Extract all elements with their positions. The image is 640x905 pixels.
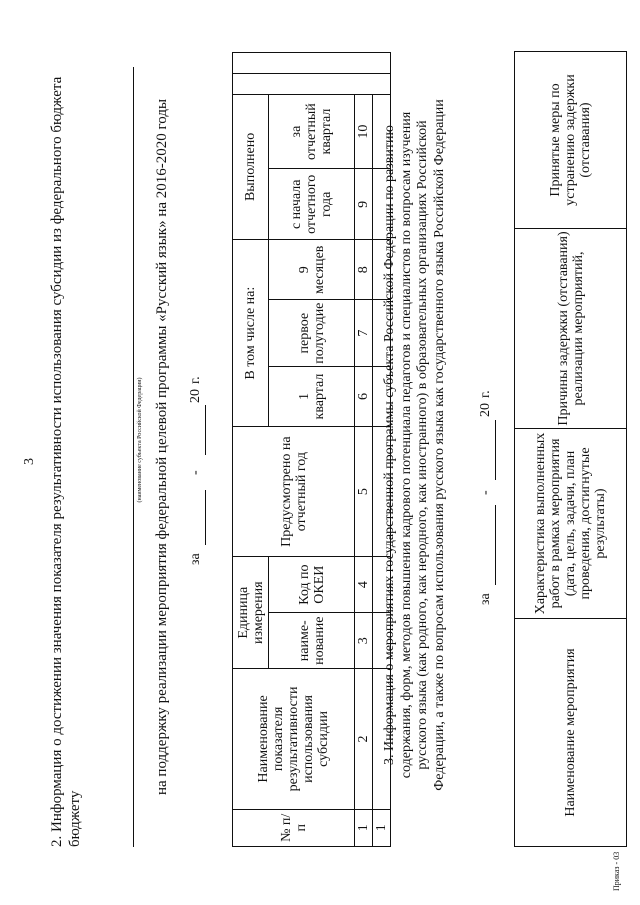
period-year: 20 — [478, 403, 493, 417]
period-blank-2 — [205, 405, 206, 455]
program-line: на поддержку реализации мероприятия федеральной целевой программы «Русский язык» на 2016-2020 годы — [154, 98, 170, 795]
header-delay-reasons: Причины задержки (отставания) реализации мероприятий, — [515, 229, 627, 429]
header-unit-name: наиме-нование — [269, 613, 355, 669]
section2-heading: 2. Информация о достижении значения показателя результативности использования субсидии из федерального бюджета бюджету — [49, 76, 83, 847]
col-number: 1 — [355, 809, 373, 846]
indicator-table — [232, 52, 391, 847]
footer-code: Приказ - 03 — [612, 851, 621, 891]
col-number: 5 — [355, 427, 373, 557]
header-planned: Предусмотрено на отчетный год — [233, 427, 355, 557]
page-number: 3 — [22, 458, 37, 465]
section3-heading: 3. Информация о мероприятиях государственной программы субъекта Российской Федерации по развитию содержания, форм, методов повышения кадрового потенциала педагогов и специалистов по вопросам изучения русского языка (как родного, как неродного, как иностранного) в образовательных организациях Российской Федерации, а также по вопросам использования русского языка как государственного языка Российской Федерации — [382, 99, 447, 791]
header-unit: Единица измерения — [233, 557, 269, 669]
header-9-months: 9 месяцев — [269, 240, 355, 300]
subject-caption: (наименование субъекта Российской Федерации) — [137, 377, 143, 503]
row-number: 1 — [373, 809, 391, 846]
period-g: г. — [188, 376, 203, 384]
header-unit-code: Код по ОКЕИ — [269, 557, 355, 613]
header-measures-taken: Принятые меры по устранению задержки (отставания) — [515, 52, 627, 229]
extra-column-2 — [233, 53, 391, 74]
period-dash: - — [478, 490, 493, 495]
period-blank-2 — [495, 420, 496, 480]
extra-column-1 — [233, 73, 391, 94]
subject-line — [133, 67, 134, 847]
period-za: за — [478, 593, 493, 605]
col-number: 6 — [355, 366, 373, 426]
header-half-year: первое полугодие — [269, 300, 355, 367]
header-q1: 1 квартал — [269, 366, 355, 426]
col-number: 7 — [355, 300, 373, 367]
period-line-3 — [478, 345, 498, 605]
period-year: 20 — [188, 389, 203, 403]
header-indicator-name: Наименование показателя результативности использования субсидии — [233, 669, 355, 809]
col-number: 2 — [355, 669, 373, 809]
header-done: Выполнено — [233, 94, 269, 239]
events-table — [514, 51, 627, 847]
col-number: 4 — [355, 557, 373, 613]
period-blank-1 — [205, 490, 206, 545]
header-event-name: Наименование мероприятия — [515, 619, 627, 847]
header-including: В том числе на: — [233, 240, 269, 427]
period-g: г. — [478, 390, 493, 398]
col-number: 3 — [355, 613, 373, 669]
col-number: 8 — [355, 240, 373, 300]
header-work-description: Характеристика выполненных работ в рамках мероприятия (дата, цель, задачи, план проведения, достигнутые результаты) — [515, 429, 627, 619]
header-quarter: за отчетный квартал — [269, 94, 355, 169]
period-dash: - — [188, 470, 203, 475]
header-since-start: с начала отчетного года — [269, 169, 355, 240]
header-num: № п/п — [233, 809, 355, 846]
period-blank-1 — [495, 505, 496, 585]
col-number: 10 — [355, 94, 373, 169]
col-number: 9 — [355, 169, 373, 240]
period-za: за — [188, 553, 203, 565]
period-line-2 — [188, 305, 208, 565]
